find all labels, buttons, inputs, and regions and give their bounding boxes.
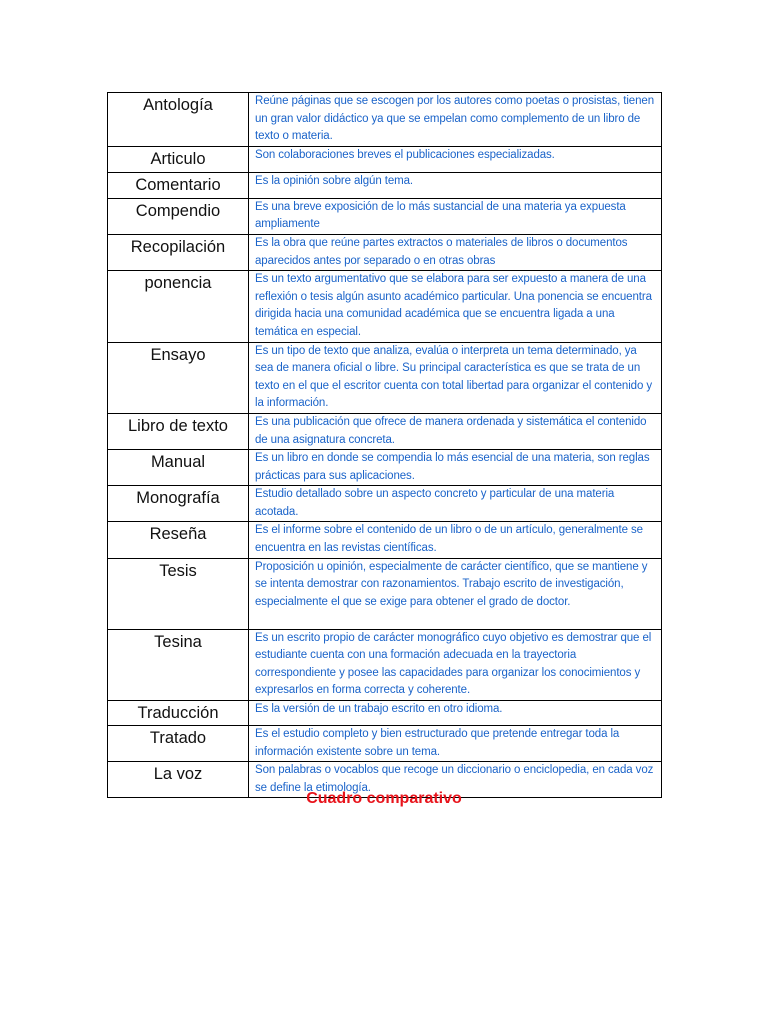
table-row	[108, 726, 662, 762]
definition-cell: Es una breve exposición de lo más sustancial de una materia ya expuesta ampliamente	[249, 198, 662, 234]
definition-cell: Reúne páginas que se escogen por los autores como poetas o prosistas, tienen un gran valor didáctico ya que se empelan como complemento de un libro de texto o materia.	[249, 93, 662, 147]
definition-cell: Son colaboraciones breves el publicaciones especializadas.	[249, 146, 662, 172]
term-cell: La voz	[108, 762, 249, 798]
definition-cell: Estudio detallado sobre un aspecto concreto y particular de una materia acotada.	[249, 486, 662, 522]
term-cell: Tratado	[108, 726, 249, 762]
term-cell: Ensayo	[108, 342, 249, 413]
table-row	[108, 413, 662, 449]
comparison-table	[107, 92, 662, 798]
table-row	[108, 271, 662, 342]
table-row	[108, 146, 662, 172]
term-cell: Monografía	[108, 486, 249, 522]
definition-cell: Son palabras o vocablos que recoge un diccionario o enciclopedia, en cada voz se define la etimología.	[249, 762, 662, 798]
term-cell: Tesina	[108, 629, 249, 700]
definition-cell: Es la opinión sobre algún tema.	[249, 172, 662, 198]
table-row	[108, 342, 662, 413]
term-cell: Reseña	[108, 522, 249, 558]
table-row	[108, 172, 662, 198]
term-cell: Manual	[108, 450, 249, 486]
definition-cell: Es un texto argumentativo que se elabora para ser expuesto a manera de una reflexión o tesis algún asunto académico particular. Una ponencia se encuentra dirigida hacia una comunidad académica que se encuentra ligada a una temática en especial.	[249, 271, 662, 342]
table-row	[108, 522, 662, 558]
definition-cell: Es un tipo de texto que analiza, evalúa o interpreta un tema determinado, ya sea de manera oficial o libre. Su principal característica es que se trata de un texto en el que el escritor cuenta con total libertad para organizar el contenido y la información.	[249, 342, 662, 413]
definition-cell: Es un escrito propio de carácter monográfico cuyo objetivo es demostrar que el estudiante cuenta con una formación adecuada en la trayectoria correspondiente y posee las capacidades para organizar los conocimientos y expresarlos en forma correcta y coherente.	[249, 629, 662, 700]
term-cell: Antología	[108, 93, 249, 147]
table-row	[108, 234, 662, 270]
table-row	[108, 93, 662, 147]
definition-cell: Es el informe sobre el contenido de un libro o de un artículo, generalmente se encuentra en las revistas científicas.	[249, 522, 662, 558]
table-row	[108, 198, 662, 234]
table-caption: Cuadro comparativo	[306, 790, 462, 807]
term-cell: ponencia	[108, 271, 249, 342]
table-row	[108, 629, 662, 700]
term-cell: Compendio	[108, 198, 249, 234]
term-cell: Comentario	[108, 172, 249, 198]
term-cell: Tesis	[108, 558, 249, 629]
term-cell: Articulo	[108, 146, 249, 172]
definition-cell: Es la versión de un trabajo escrito en otro idioma.	[249, 701, 662, 726]
table-row	[108, 701, 662, 726]
definition-cell: Es el estudio completo y bien estructurado que pretende entregar toda la información existente sobre un tema.	[249, 726, 662, 762]
table-row	[108, 558, 662, 629]
term-cell: Recopilación	[108, 234, 249, 270]
definition-cell: Es una publicación que ofrece de manera ordenada y sistemática el contenido de una asignatura concreta.	[249, 413, 662, 449]
table-row	[108, 450, 662, 486]
definition-cell: Es un libro en donde se compendia lo más esencial de una materia, son reglas prácticas para sus aplicaciones.	[249, 450, 662, 486]
term-cell: Traducción	[108, 701, 249, 726]
table-row	[108, 486, 662, 522]
term-cell: Libro de texto	[108, 413, 249, 449]
table-body	[108, 93, 662, 798]
definition-cell: Es la obra que reúne partes extractos o materiales de libros o documentos aparecidos antes por separado o en otras obras	[249, 234, 662, 270]
definition-cell: Proposición u opinión, especialmente de carácter científico, que se mantiene y se intenta demostrar con razonamientos. Trabajo escrito de investigación, especialmente el que se exige para obtener el grado de doctor.	[249, 558, 662, 629]
